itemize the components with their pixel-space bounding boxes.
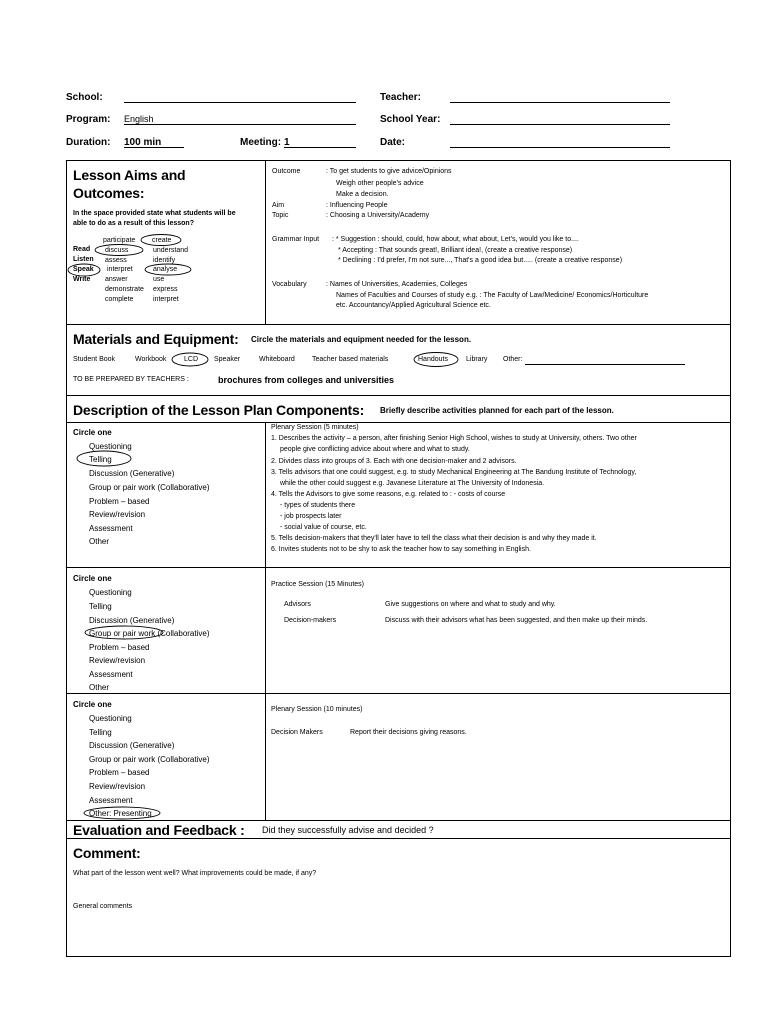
meeting-value: 1 <box>284 137 290 148</box>
verb-item: assess <box>105 257 127 264</box>
outcome-line: : To get students to give advice/Opinions <box>326 168 452 175</box>
divider <box>66 693 730 694</box>
evaluation-text: Did they successfully advise and decided ? <box>262 825 434 835</box>
skill-speak: Speak <box>73 266 94 273</box>
option-assessment[interactable]: Assessment <box>89 670 133 679</box>
grammar-line: * Accepting : That sounds great!, Brilliant idea!, (create a creative response) <box>338 247 573 254</box>
option-problem-based[interactable]: Problem – based <box>89 497 150 506</box>
option-group-work[interactable]: Group or pair work (Collaborative) <box>89 755 210 764</box>
verb-item: use <box>153 276 165 283</box>
divider <box>66 567 730 568</box>
skill-listen: Listen <box>73 256 94 263</box>
school-year-label: School Year: <box>380 114 441 125</box>
verb-item: express <box>153 286 178 293</box>
session1-line: - types of students there <box>280 502 356 509</box>
session1-line: 3. Tells advisors that one could suggest, e.g. to study Mechanical Engineering at The Bandung Institute of Technology, <box>271 469 637 476</box>
option-questioning[interactable]: Questioning <box>89 442 132 451</box>
aim-label: Aim <box>272 202 285 209</box>
option-other[interactable]: Other <box>89 537 110 546</box>
option-telling[interactable]: Telling <box>89 455 112 464</box>
program-value: English <box>124 114 154 124</box>
grammar-line: * Declining : I'd prefer, I'm not sure..., That's a good idea but..... (create a creative response) <box>338 257 623 264</box>
session2-task: Give suggestions on where and what to study and why. <box>385 601 556 608</box>
description-instruction: Briefly describe activities planned for each part of the lesson. <box>380 406 614 415</box>
program-field[interactable] <box>124 124 356 125</box>
verb-item: create <box>152 237 172 244</box>
verb-item: identify <box>153 257 176 264</box>
session1-line: 6. Invites students not to be shy to ask the teacher how to say something in English. <box>271 546 531 553</box>
option-assessment[interactable]: Assessment <box>89 524 133 533</box>
verb-item: understand <box>153 247 189 254</box>
session2-task: Discuss with their advisors what has been suggested, and then make up their minds. <box>385 617 648 624</box>
topic-value: : Choosing a University/Academy <box>326 212 430 219</box>
session2-title: Practice Session (15 Minutes) <box>271 581 364 588</box>
outcome-line: Weigh other people's advice <box>336 180 424 187</box>
vocabulary-line: etc. Accountancy/Applied Agricultural Science etc. <box>336 302 491 309</box>
divider <box>66 395 730 396</box>
session2-role: Advisors <box>284 601 311 608</box>
duration-value: 100 min <box>124 137 162 148</box>
materials-title: Materials and Equipment: <box>73 331 239 347</box>
option-review[interactable]: Review/revision <box>89 510 146 519</box>
materials-instruction: Circle the materials and equipment needed for the lesson. <box>251 335 472 344</box>
outcome-line: Make a decision. <box>336 191 389 198</box>
session3-role: Decision Makers <box>271 729 323 736</box>
verb-item: answer <box>105 276 128 283</box>
program-label: Program: <box>66 114 111 125</box>
skill-read: Read <box>73 246 91 253</box>
divider <box>66 422 730 423</box>
option-telling[interactable]: Telling <box>89 602 112 611</box>
option-other[interactable]: Other <box>89 683 110 692</box>
meeting-label: Meeting: <box>240 137 282 148</box>
option-discussion[interactable]: Discussion (Generative) <box>89 469 175 478</box>
session1-line: 1. Describes the activity – a person, after finishing Senior High School, wishes to study at University, others. Two other <box>271 435 637 442</box>
option-telling[interactable]: Telling <box>89 728 112 737</box>
session3-title: Plenary Session (10 minutes) <box>271 706 363 713</box>
date-field[interactable] <box>450 147 670 148</box>
session1-line: 5. Tells decision-makers that they'll later have to tell the class what their decision is and why they made it. <box>271 535 597 542</box>
outcome-label: Outcome <box>272 168 301 175</box>
divider <box>66 838 730 839</box>
column-divider <box>265 422 266 820</box>
material-speaker[interactable]: Speaker <box>214 356 241 363</box>
divider <box>66 820 730 821</box>
circle-one-label: Circle one <box>73 700 112 709</box>
duration-label: Duration: <box>66 137 111 148</box>
session1-line: while the other could suggest e.g. Javanese Literature at The University of Indonesia. <box>280 480 545 487</box>
option-discussion[interactable]: Discussion (Generative) <box>89 741 175 750</box>
material-other-field[interactable] <box>525 364 685 365</box>
material-workbook[interactable]: Workbook <box>135 356 167 363</box>
aims-title-2: Outcomes: <box>73 185 145 201</box>
option-review[interactable]: Review/revision <box>89 656 146 665</box>
school-year-field[interactable] <box>450 124 670 125</box>
vocabulary-label: Vocabulary <box>272 281 307 288</box>
evaluation-title: Evaluation and Feedback : <box>73 822 245 838</box>
prepared-label: TO BE PREPARED BY TEACHERS : <box>73 376 189 383</box>
option-questioning[interactable]: Questioning <box>89 588 132 597</box>
verb-item: participate <box>103 237 136 244</box>
circle-one-label: Circle one <box>73 428 112 437</box>
session1-line: 2. Divides class into groups of 3. Each with one decision-maker and 2 advisors. <box>271 458 517 465</box>
material-whiteboard[interactable]: Whiteboard <box>259 356 295 363</box>
verb-item: analyse <box>153 266 178 273</box>
aims-title: Lesson Aims and <box>73 167 186 183</box>
option-problem-based[interactable]: Problem – based <box>89 768 150 777</box>
session1-line: - job prospects later <box>280 513 342 520</box>
option-problem-based[interactable]: Problem – based <box>89 643 150 652</box>
comment-question: What part of the lesson went well? What improvements could be made, if any? <box>73 870 317 877</box>
divider <box>66 324 730 325</box>
material-handouts[interactable]: Handouts <box>418 356 448 363</box>
school-field[interactable] <box>124 102 356 103</box>
column-divider <box>265 160 266 324</box>
option-discussion[interactable]: Discussion (Generative) <box>89 616 175 625</box>
skill-write: Write <box>73 276 91 283</box>
description-title: Description of the Lesson Plan Components: <box>73 402 365 418</box>
material-student-book[interactable]: Student Book <box>73 356 116 363</box>
school-label: School: <box>66 92 103 103</box>
option-assessment[interactable]: Assessment <box>89 796 133 805</box>
verb-item: interpret <box>153 296 179 303</box>
option-other-presenting[interactable]: Other: Presenting <box>89 809 152 818</box>
circle-one-label: Circle one <box>73 574 112 583</box>
prepared-value: brochures from colleges and universities <box>218 375 395 385</box>
material-lcd[interactable]: LCD <box>184 356 199 363</box>
general-comments-label: General comments <box>73 903 133 910</box>
material-teacher-materials[interactable]: Teacher based materials <box>312 356 389 363</box>
grammar-line: : * Suggestion : should, could, how about, what about, Let's, would you like to.... <box>332 236 579 243</box>
session1-line: 4. Tells the Advisors to give some reasons, e.g. related to : - costs of course <box>271 491 506 498</box>
meeting-field[interactable] <box>284 147 356 148</box>
teacher-field[interactable] <box>450 102 670 103</box>
vocabulary-line: : Names of Universities, Academies, Colleges <box>326 281 468 288</box>
verb-item: complete <box>105 296 134 303</box>
grammar-label: Grammar Input <box>272 236 320 243</box>
verb-item: discuss <box>105 247 129 254</box>
aim-value: : Influencing People <box>326 202 388 209</box>
teacher-label: Teacher: <box>380 92 421 103</box>
option-questioning[interactable]: Questioning <box>89 714 132 723</box>
topic-label: Topic <box>272 212 289 219</box>
comment-title: Comment: <box>73 845 141 861</box>
option-review[interactable]: Review/revision <box>89 782 146 791</box>
verb-item: interpret <box>107 266 133 273</box>
session2-role: Decision-makers <box>284 617 337 624</box>
aims-instruction-2: able to do as a result of this lesson? <box>73 220 194 227</box>
session3-task: Report their decisions giving reasons. <box>350 729 467 736</box>
session1-title: Plenary Session (5 minutes) <box>271 424 359 431</box>
material-other[interactable]: Other: <box>503 356 523 363</box>
vocabulary-line: Names of Faculties and Courses of study e.g. : The Faculty of Law/Medicine/ Economics/Horticulture <box>336 292 649 299</box>
aims-instruction: In the space provided state what students will be <box>73 210 236 217</box>
date-label: Date: <box>380 137 406 148</box>
material-library[interactable]: Library <box>466 356 488 363</box>
option-group-work[interactable]: Group or pair work (Collaborative) <box>89 629 210 638</box>
verb-item: demonstrate <box>105 286 144 293</box>
session1-line: people give conflicting advice about where and what to study. <box>280 446 470 453</box>
session1-line: - social value of course, etc. <box>280 524 367 531</box>
option-group-work[interactable]: Group or pair work (Collaborative) <box>89 483 210 492</box>
duration-field[interactable] <box>124 147 184 148</box>
